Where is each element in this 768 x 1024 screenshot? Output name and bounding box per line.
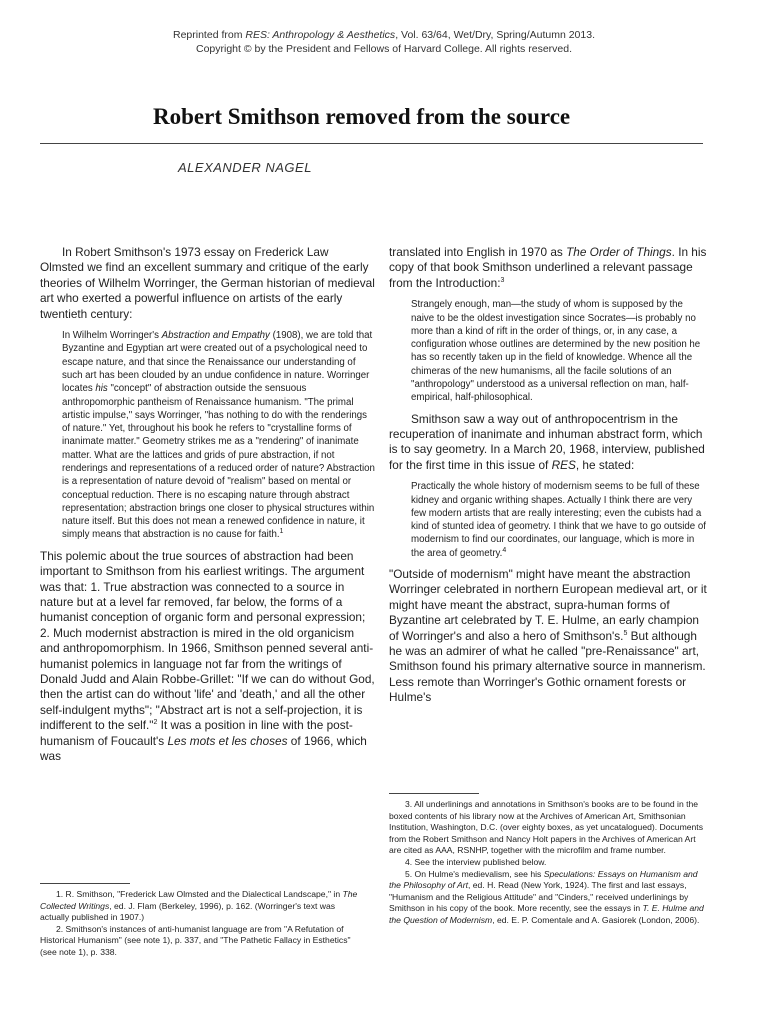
copyright-line: Copyright © by the President and Fellows of Harvard College. All rights reserved.	[196, 43, 572, 55]
footnote-ref: 5	[623, 629, 628, 637]
footnote-text: 1. R. Smithson, "Frederick Law Olmsted and the Dialectical Landscape," in	[56, 889, 343, 899]
quote-text: (1908), we are told that Byzantine and Egyptian art were created out of a psychological need to escape nature, and that since the Renaissance our understanding of such art has been clouded by an undue confidence in nature. Worringer locates	[62, 330, 373, 395]
book-title: Speculations: Essays on Humanism and the Philosophy of Art	[389, 868, 698, 891]
footnote-text: , ed. E. P. Comentale and A. Gasiorek (London, 2006).	[492, 914, 700, 925]
footnote-ref: 1	[279, 528, 284, 536]
footnote-ref: 3	[500, 276, 505, 284]
emphasis: his	[95, 383, 108, 395]
book-title: The Collected Writings	[40, 889, 358, 911]
article-title: Robert Smithson removed from the source	[153, 104, 571, 129]
footnote-text: , ed. J. Flam (Berkeley, 1996), p. 162. (Worringer's text was actually published in 1907.)	[40, 900, 336, 923]
footnote-3: 3. All underlinings and annotations in Smithson's books are to be found in the boxed contents of his library now at the Archives of American Art, Smithsonian Institution, Washington, D.C. (over eighty boxes, as yet uncatalogued). Documents from the Robert Smithson and Nancy Holt papers in the Archives of American Art are cited as AAA, RSNHP, together with the microfilm and frame number.	[389, 799, 703, 856]
quote-text: "concept" of abstraction outside the sensuous anthropomorphic pantheism of Renaissance humanism. "The primal artistic impulse," says Worringer, "has nothing to do with the renderings of nature." Yet, throughout his book he refers to "crystalline forms of inanimate matter." Geometry strikes me as a "rendering" of inanimate matter. What are the lattices and grids of pure abstraction, if not renderings and representations of a reduced order of nature? Abstraction is a representation of nature devoid of "realism" based on mental or conceptual reduction. There is no escaping nature through abstract representation; abstraction brings one closer to physical structures within nature itself. But this does not mean a renewed confidence in nature, it simply means that abstraction is no cause for faith.	[62, 383, 375, 541]
block-quote-worringer	[40, 329, 375, 542]
paragraph-text: . In his copy of that book Smithson underlined a relevant passage from the Introduction:	[389, 245, 707, 290]
left-paragraph-2	[40, 549, 375, 765]
paragraph-text: "Outside of modernism" might have meant the abstraction Worringer celebrated in northern European medieval art, or it might have meant the abstract, supra-human forms of Byzantine art celebrated by T. E. Hulme, an early champion of Worringer's and also a hero of Smithson's.	[389, 567, 707, 643]
reprint-line	[0, 28, 768, 42]
right-paragraph-2	[389, 412, 707, 474]
quote-text: In Wilhelm Worringer's	[62, 330, 162, 342]
footnotes-left	[40, 889, 360, 959]
paragraph-text: Smithson saw a way out of anthropocentrism in the recuperation of inanimate and inhuman abstract form, which is to say geometry. In a March 20, 1968, interview, published for the first time in this issue of	[389, 411, 705, 472]
footnote-ref: 2	[153, 719, 158, 727]
footnote-5	[389, 869, 707, 927]
book-title: T. E. Hulme and the Question of Modernism	[389, 903, 704, 925]
paragraph-text: It was a position in line with the post-humanism of Foucault's	[40, 718, 353, 748]
footnotes-right	[389, 799, 707, 927]
reprint-prefix: Reprinted from	[173, 29, 246, 41]
block-quote-foucault: Strangely enough, man—the study of whom is supposed by the naive to be the oldest investigation since Socrates—is probably no more than a kind of rift in the order of things, or, in any case, a configuration whose outlines are determined by the new position he has so recently taken up in the field of knowledge. Whence all the chimeras of the new humanisms, all the facile solutions of an "anthropology" understood as a universal reflection on man, half-empirical, half-philosophical.	[411, 299, 701, 404]
paragraph-text: of 1966, which was	[40, 733, 367, 764]
footnote-rule-right	[389, 793, 479, 794]
quote-text: Practically the whole history of modernism seems to be full of these kidney and organic writhing shapes. Actually I think there are very few modern artists that are really interesting; even the cubists had a kind of stunted idea of geometry. I think that we have to go outside of modernism to find our coordinates, our language, which is more in the area of geometry.	[411, 481, 706, 559]
footnote-1	[40, 889, 360, 924]
journal-name: RES	[551, 457, 576, 472]
block-quote-smithson	[389, 480, 707, 560]
right-column	[389, 245, 707, 706]
left-paragraph-1: In Robert Smithson's 1973 essay on Frederick Law Olmsted we find an excellent summary and critique of the early theories of Wilhelm Worringer, the German historian of medieval art who exerted a powerful influence on artists of the early twentieth century:	[40, 245, 375, 321]
reprint-suffix: , Vol. 63/64, Wet/Dry, Spring/Autumn 2013.	[395, 29, 595, 41]
footnote-2: 2. Smithson's instances of anti-humanist language are from "A Refutation of Historical Humanism" (see note 1), p. 337, and "The Pathetic Fallacy in Esthetics" (see note 1), p. 338.	[40, 923, 351, 957]
book-title: The Order of Things	[566, 245, 672, 259]
footnote-text: , ed. H. Read (New York, 1924). The first and last essays, "Humanism and the Religious Attitude" and "Cinders," received underlinings by Smithson in his copy of the book. More recently, see the essays in	[389, 880, 689, 914]
paragraph-text: But although he was an admirer of what he called "pre-Renaissance" art, Smithson found his primary alternative source in mannerism. Less remote than Worringer's Gothic ornament forests or Hulme's	[389, 628, 706, 705]
title-rule	[40, 143, 703, 144]
footnote-text: 5. On Hulme's medievalism, see his	[405, 868, 544, 879]
footnote-4: 4. See the interview published below.	[405, 856, 547, 867]
book-title: Les mots et les choses	[167, 733, 288, 748]
paragraph-text: translated into English in 1970 as	[389, 245, 567, 259]
left-column	[40, 245, 375, 764]
journal-name: RES: Anthropology & Aesthetics	[245, 29, 396, 41]
reprint-header	[0, 28, 768, 56]
footnote-rule-left	[40, 883, 130, 884]
paragraph-text: , he stated:	[575, 457, 635, 472]
author-name: ALEXANDER NAGEL	[178, 160, 312, 175]
right-paragraph-3	[389, 567, 707, 706]
right-paragraph-1	[389, 245, 707, 291]
book-title: Abstraction and Empathy	[161, 330, 270, 342]
paragraph-text: This polemic about the true sources of abstraction had been important to Smithson from his earliest writings. The argument was that: 1. True abstraction was connected to a source in nature but at a level far removed, far below, the forms of a humanist conception of organic form and personal expression; 2. Much modernist abstraction is mired in the old organicism and anthropomorphism. In 1966, Smithson penned several anti-humanist polemics in language not far from the writings of Donald Judd and Alain Robbe-Grillet: "If we can do without God, then the artist can do without 'life' and 'death,' and all the other self-indulgent myths"; "Abstract art is not a self-projection, it is indifferent to the self."	[40, 548, 375, 733]
footnote-ref: 4	[502, 546, 507, 554]
